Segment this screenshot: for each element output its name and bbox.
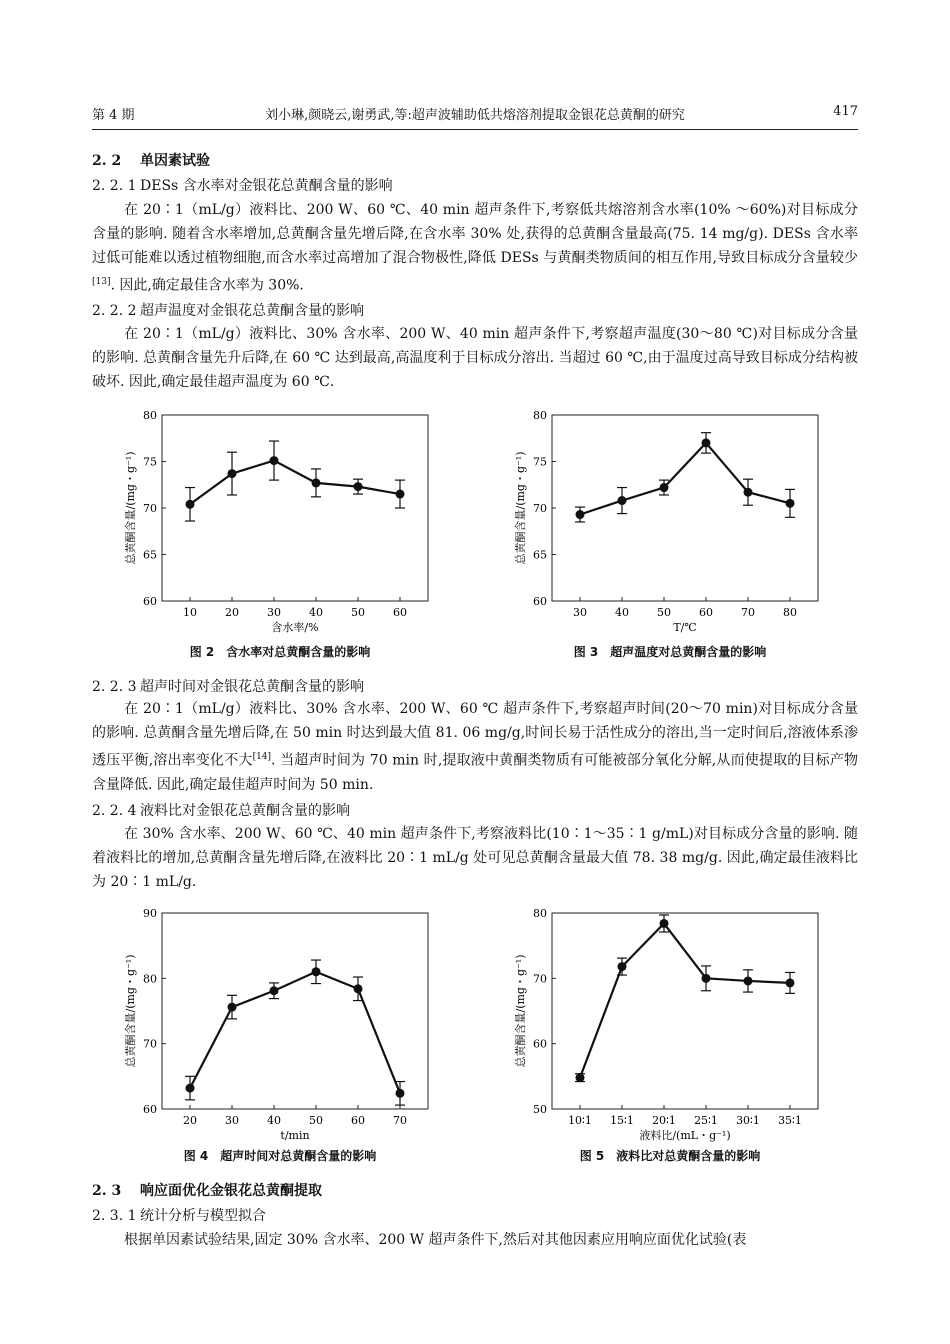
x-tick-label: 40 xyxy=(615,606,629,619)
y-axis-label: 总黄酮含量/(mg・g⁻¹) xyxy=(514,954,527,1068)
data-point xyxy=(228,469,237,478)
y-tick-label: 80 xyxy=(143,409,157,422)
y-tick-label: 80 xyxy=(533,907,547,920)
data-point xyxy=(618,962,627,971)
section-2-3-1-heading: 2. 3. 1 统计分析与模型拟合 xyxy=(92,1208,266,1224)
plot-frame xyxy=(162,415,428,601)
y-tick-label: 80 xyxy=(533,409,547,422)
data-point xyxy=(702,974,711,983)
x-tick-label: 30∶1 xyxy=(736,1114,760,1127)
data-point xyxy=(660,919,669,928)
x-tick-label: 10∶1 xyxy=(568,1114,592,1127)
x-tick-label: 20∶1 xyxy=(652,1114,676,1127)
figure-3-caption: 图 3 超声温度对总黄酮含量的影响 xyxy=(573,645,767,659)
x-axis-label: 含水率/% xyxy=(271,621,319,634)
x-axis-label: t/min xyxy=(280,1129,310,1142)
data-point xyxy=(744,488,753,497)
section-2-2-2-heading: 2. 2. 2 超声温度对金银花总黄酮含量的影响 xyxy=(92,303,364,319)
data-point xyxy=(186,1084,195,1093)
series-line xyxy=(580,923,790,1077)
data-point xyxy=(744,976,753,985)
y-tick-label: 70 xyxy=(533,502,547,515)
x-tick-label: 60 xyxy=(351,1114,365,1127)
figure-5-chart xyxy=(500,903,830,1143)
x-tick-label: 30 xyxy=(267,606,281,619)
y-tick-label: 65 xyxy=(143,548,157,562)
header-rule xyxy=(92,129,858,130)
x-tick-label: 20 xyxy=(225,606,239,619)
figure-4-chart xyxy=(110,903,440,1143)
y-tick-label: 70 xyxy=(533,972,547,986)
data-point xyxy=(354,482,363,491)
y-axis-label: 总黄酮含量/(mg・g⁻¹) xyxy=(124,451,137,565)
figure-4-caption: 图 4 超声时间对总黄酮含量的影响 xyxy=(183,1149,377,1163)
y-axis-label: 总黄酮含量/(mg・g⁻¹) xyxy=(514,451,527,565)
x-tick-label: 70 xyxy=(393,1114,407,1127)
x-tick-label: 35∶1 xyxy=(778,1114,802,1127)
data-point xyxy=(270,986,279,995)
data-point xyxy=(396,1089,405,1098)
citation-13: [13] xyxy=(92,277,111,287)
x-tick-label: 50 xyxy=(351,606,365,619)
y-tick-label: 50 xyxy=(533,1103,547,1116)
y-axis-label: 总黄酮含量/(mg・g⁻¹) xyxy=(124,954,137,1068)
figure-3-chart xyxy=(500,405,830,635)
x-tick-label: 50 xyxy=(657,606,671,619)
series-line xyxy=(190,972,400,1094)
data-point xyxy=(576,510,585,519)
data-point xyxy=(702,438,711,447)
data-point xyxy=(786,978,795,987)
data-point xyxy=(354,984,363,993)
x-tick-label: 30 xyxy=(573,606,587,619)
section-2-2-1-paragraph: 在 20∶1（mL/g）液料比、200 W、60 ℃、40 min 超声条件下,考察低共熔溶剂含水率(10% ～60%)对目标成分含量的影响. 随着含水率增加,总黄酮含量先增后降,在含水率 30% 处,获得的总黄酮含量最高(75. 14 mg/g). DESs 含水率过低可能难以透过植物细胞,而含水率过高增加了混合物极性,降低 DESs 与黄酮类物质间的相互作用,导致目标成分含量较少[13]. 因此,确定最佳含水率为 30%. xyxy=(92,202,858,294)
x-tick-label: 40 xyxy=(309,606,323,619)
section-2-3-1-paragraph: 根据单因素试验结果,固定 30% 含水率、200 W 超声条件下,然后对其他因素应用响应面优化试验(表 xyxy=(124,1232,747,1248)
series-line xyxy=(190,461,400,505)
figure-2-chart xyxy=(110,405,440,635)
x-tick-label: 80 xyxy=(783,606,797,619)
x-tick-label: 50 xyxy=(309,1114,323,1127)
x-axis-label: 液料比/(mL・g⁻¹) xyxy=(639,1129,731,1142)
y-tick-label: 70 xyxy=(143,502,157,515)
citation-14: [14] xyxy=(252,752,272,762)
data-point xyxy=(186,500,195,509)
y-tick-label: 90 xyxy=(143,907,157,920)
section-2-2-heading: 2. 2 单因素试验 xyxy=(92,153,210,169)
x-tick-label: 30 xyxy=(225,1114,239,1127)
section-2-2-2-paragraph: 在 20∶1（mL/g）液料比、30% 含水率、200 W、40 min 超声条件下,考察超声温度(30～80 ℃)对目标成分含量的影响. 总黄酮含量先升后降,在 60 ℃ 达到最高,高温度利于目标成分溶出. 当超过 60 ℃,由于温度过高导致目标成分结构被破坏. 因此,确定最佳超声温度为 60 ℃. xyxy=(92,326,858,390)
data-point xyxy=(270,456,279,465)
section-2-3-heading: 2. 3 响应面优化金银花总黄酮提取 xyxy=(92,1183,322,1199)
y-tick-label: 60 xyxy=(533,595,547,608)
plot-frame xyxy=(552,913,818,1109)
x-tick-label: 60 xyxy=(699,606,713,619)
y-tick-label: 65 xyxy=(533,548,547,562)
x-tick-label: 20 xyxy=(183,1114,197,1127)
running-title: 刘小琳,颜晓云,谢勇武,等:超声波辅助低共熔溶剂提取金银花总黄酮的研究 xyxy=(265,108,685,123)
y-tick-label: 75 xyxy=(533,455,547,469)
section-2-2-4-paragraph: 在 30% 含水率、200 W、60 ℃、40 min 超声条件下,考察液料比(10∶1～35∶1 g/mL)对目标成分含量的影响. 随着液料比的增加,总黄酮含量先增后降,在液料比 20∶1 mL/g 处可见总黄酮含量最大值 78. 38 mg/g. 因此,确定最佳液料比为 20∶1 mL/g. xyxy=(92,826,858,890)
data-point xyxy=(576,1073,585,1082)
data-point xyxy=(660,483,669,492)
section-2-2-1-heading: 2. 2. 1 DESs 含水率对金银花总黄酮含量的影响 xyxy=(92,178,393,194)
data-point xyxy=(618,496,627,505)
y-tick-label: 80 xyxy=(143,972,157,986)
section-2-2-3-heading: 2. 2. 3 超声时间对金银花总黄酮含量的影响 xyxy=(92,679,364,695)
series-line xyxy=(580,443,790,515)
section-2-2-3-paragraph: 在 20∶1（mL/g）液料比、30% 含水率、200 W、60 ℃ 超声条件下,考察超声时间(20～70 min)对目标成分含量的影响. 总黄酮含量先增后降,在 50 min 时达到最大值 81. 06 mg/g,时间长易于活性成分的溶出,当一定时间后,溶液体系渗透压平衡,溶出率变化不大[14]. 当超声时间为 70 min 时,提取液中黄酮类物质有可能被部分氧化分解,从而使提取的目标产物含量降低. 因此,确定最佳超声时间为 50 min. xyxy=(92,701,858,793)
x-axis-label: T/℃ xyxy=(673,621,697,634)
x-tick-label: 10 xyxy=(183,606,197,619)
y-tick-label: 60 xyxy=(533,1037,547,1051)
page-number: 417 xyxy=(833,104,858,119)
figure-2-caption: 图 2 含水率对总黄酮含量的影响 xyxy=(189,645,371,659)
data-point xyxy=(312,967,321,976)
y-tick-label: 70 xyxy=(143,1037,157,1051)
plot-frame xyxy=(552,415,818,601)
plot-frame xyxy=(162,913,428,1109)
data-point xyxy=(312,478,321,487)
x-tick-label: 70 xyxy=(741,606,755,619)
data-point xyxy=(396,490,405,499)
x-tick-label: 25∶1 xyxy=(694,1114,718,1127)
data-point xyxy=(228,1003,237,1012)
x-tick-label: 15∶1 xyxy=(610,1114,634,1127)
x-tick-label: 40 xyxy=(267,1114,281,1127)
y-tick-label: 75 xyxy=(143,455,157,469)
issue-number: 第 4 期 xyxy=(92,108,135,123)
y-tick-label: 60 xyxy=(143,1103,157,1116)
section-2-2-4-heading: 2. 2. 4 液料比对金银花总黄酮含量的影响 xyxy=(92,803,350,819)
x-tick-label: 60 xyxy=(393,606,407,619)
figure-5-caption: 图 5 液料比对总黄酮含量的影响 xyxy=(579,1149,761,1163)
data-point xyxy=(786,499,795,508)
y-tick-label: 60 xyxy=(143,595,157,608)
page-header xyxy=(92,104,858,124)
